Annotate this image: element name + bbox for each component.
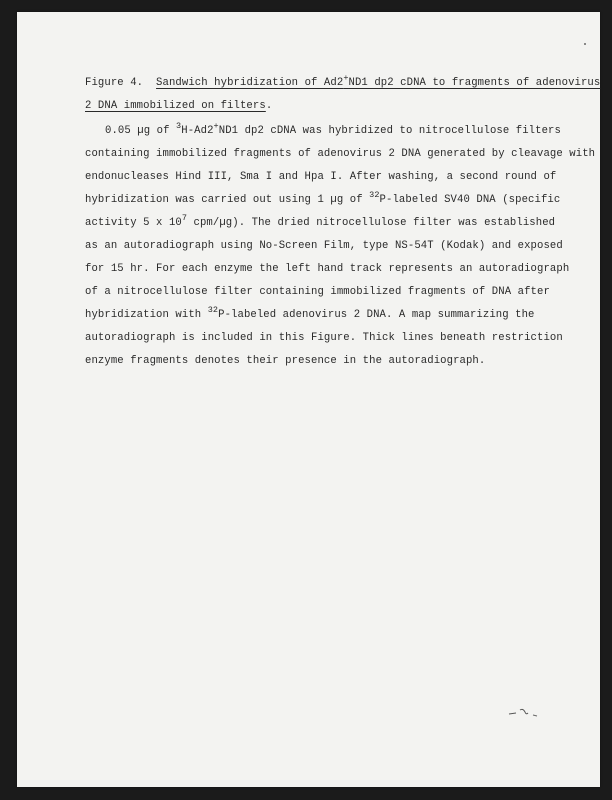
- body-line-11: enzyme fragments denotes their presence in the autoradiograph.: [85, 355, 486, 367]
- body-line-7: for 15 hr. For each enzyme the left hand track represents an autoradiograph: [85, 263, 570, 275]
- figure-title-line-2: 2 DNA immobilized on filters.: [85, 100, 273, 112]
- figure-title: Sandwich hybridization of Ad2+ND1 dp2 cDNA to fragments of adenovirus: [156, 73, 601, 89]
- body-line-2: containing immobilized fragments of adenovirus 2 DNA generated by cleavage with: [85, 148, 596, 160]
- caption-block: [85, 72, 601, 373]
- speck: [584, 43, 586, 45]
- body-line-9: hybridization with $^{32}$P-labeled adenovirus 2 DNA. A map summarizing the: [85, 305, 535, 321]
- body-line-3: endonucleases Hind III, Sma I and Hpa I. After washing, a second round of: [85, 171, 557, 183]
- figure-label: Figure 4.: [85, 77, 144, 89]
- document-page: [17, 12, 600, 787]
- body-line-10: autoradiograph is included in this Figure. Thick lines beneath restriction: [85, 332, 563, 344]
- pencil-mark: [507, 705, 543, 719]
- body-line-6: as an autoradiograph using No-Screen Film, type NS-54T (Kodak) and exposed: [85, 240, 563, 252]
- body-line-8: of a nitrocellulose filter containing immobilized fragments of DNA after: [85, 286, 550, 298]
- body-line-1: 0.05 µg of $^3$H-Ad2+ND1 dp2 cDNA was hybridized to nitrocellulose filters: [105, 121, 561, 137]
- body-line-5: activity 5 x $10^7$ cpm/µg). The dried nitrocellulose filter was established: [85, 213, 556, 229]
- figure-title-line-1: [85, 72, 601, 95]
- body-line-4: hybridization was carried out using 1 µg of $^{32}$P-labeled SV40 DNA (specific: [85, 190, 561, 206]
